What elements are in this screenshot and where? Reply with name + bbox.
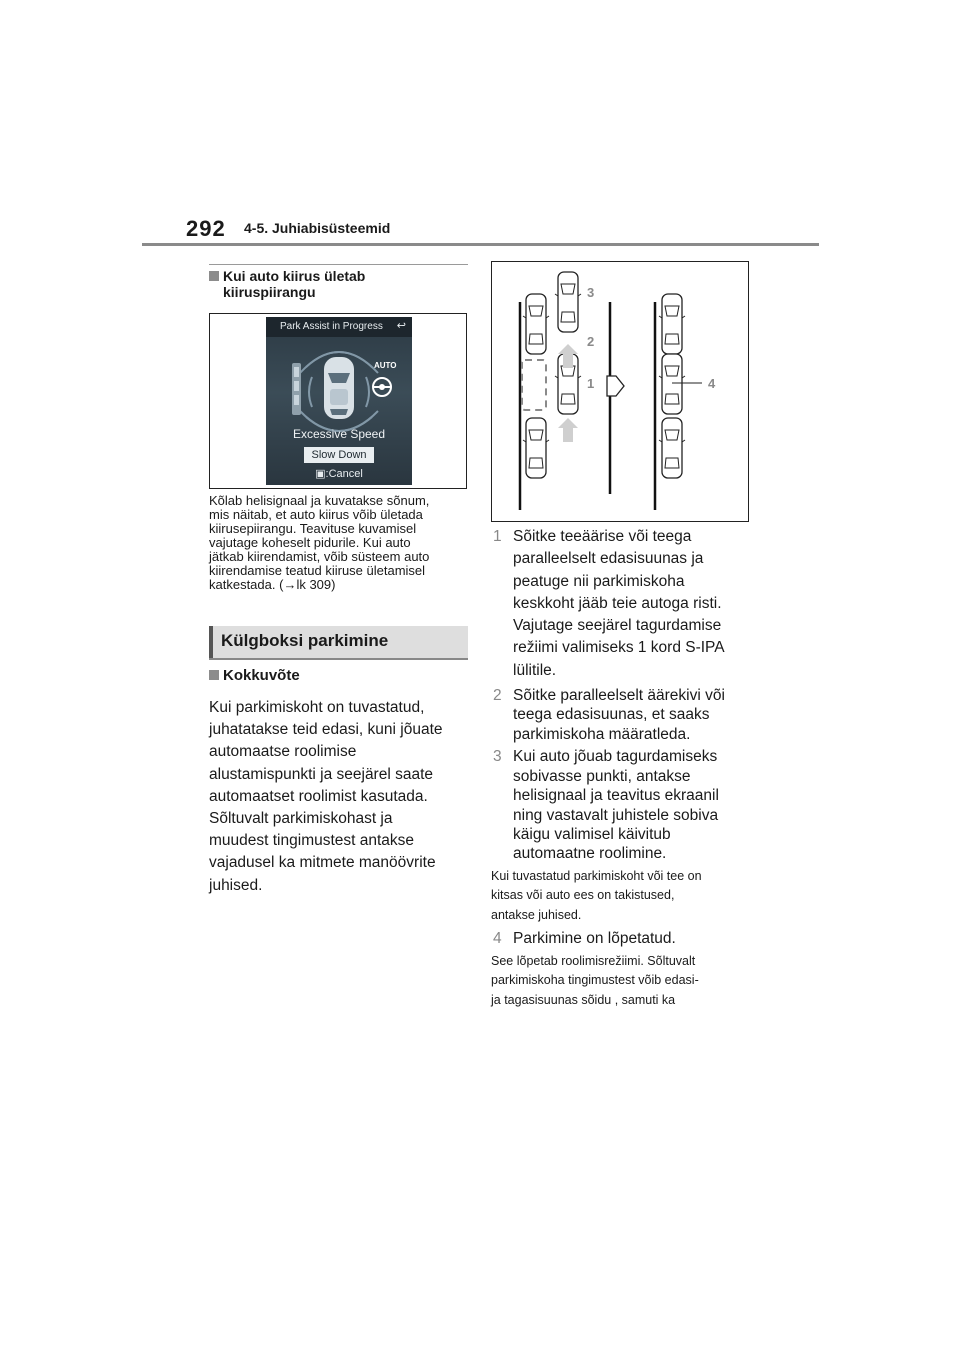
summary-line: Sõltuvalt parkimiskohast ja (209, 810, 393, 828)
chapter-title: 4-5. Juhiabisüsteemid (244, 220, 391, 236)
arrow-right-icon: → (283, 577, 297, 592)
speed-caption (209, 494, 471, 592)
cancel-text: :Cancel (325, 468, 363, 480)
caption-line: kiirendamise teatud kiiruse ületamisel (209, 563, 426, 578)
banner-rule (209, 658, 468, 660)
summary-line: Kui parkimiskoht on tuvastatud, (209, 699, 425, 716)
diagram-label-4: 4 (708, 376, 716, 391)
page-number: 292 (186, 216, 226, 241)
diagram-label-2: 2 (587, 334, 595, 349)
car-top-icon (324, 357, 354, 419)
step-number: 3 (493, 748, 502, 766)
parallel-parking-diagram (492, 262, 748, 521)
summary-heading: Kokkuvõte (209, 667, 300, 684)
note-2: See lõpetab roolimisrežiimi. Sõltuvalt parkimiskoha tingimustest võib edasi- ja tagasisuunas sõidu , samuti ka (491, 953, 699, 1007)
speed-section-heading (209, 268, 459, 300)
section-rule (209, 264, 468, 265)
speed-heading-line1: Kui auto kiirus ületab (223, 268, 366, 284)
summary-line: vajadusel ka mitmete manöövrite (209, 854, 436, 872)
parking-button-icon: ▣ (315, 468, 326, 480)
back-arrow-icon: ↩ (396, 320, 406, 332)
parking-space-outline (522, 360, 546, 410)
square-bullet-icon (209, 670, 219, 680)
parking-diagram (491, 261, 749, 522)
step-1: 1 Sõitke teeäärise või teega paralleelselt edasisuunas ja peatuge nii parkimiskoha keskkoht jääb teie autoga risti. Vajutage seejärel tagurdamise režiimi valimiseks 1 kord S-IPA lülitile. (493, 528, 725, 679)
page-reference-link[interactable]: lk 309) (296, 577, 336, 592)
parked-car-final-icon (659, 354, 685, 414)
step-3: 3 Kui auto jõuab tagurdamiseks sobivasse punkti, antakse helisignaal ja teavitus ekraanil ning vastavalt juhistele sobiva käigu valimisel käivitub automaatne roolimine. (493, 748, 719, 863)
note-1: Kui tuvastatud parkimiskoht või tee on kitsas või auto ees on takistused, antakse juhised. (491, 868, 702, 922)
cancel-hint (266, 467, 412, 480)
square-bullet-icon (209, 271, 219, 281)
parked-car-icon (659, 294, 685, 354)
transition-arrow-icon (607, 376, 624, 396)
car-position-3-icon (555, 272, 581, 332)
diagram-label-1: 1 (587, 376, 595, 391)
step-2: 2 Sõitke paralleelselt äärekivi või teega edasisuunas, et saaks parkimiskoha määratleda. (493, 687, 725, 743)
step-4: 4 Parkimine on lõpetatud. (493, 930, 676, 948)
summary-line: juhised. (209, 876, 263, 894)
summary-line: automaatse roolimise (209, 743, 357, 761)
caption-line-last: katkestada. (→lk 309) (209, 577, 336, 592)
summary-line: automaatset roolimist kasutada. (209, 787, 428, 805)
steps-list (491, 526, 753, 1010)
caption-line: jätkab kiirendamist, võib süsteem auto (209, 549, 430, 564)
parked-car-icon (659, 418, 685, 478)
summary-line: muudest tingimustest antakse (209, 832, 415, 850)
diagram-label-3: 3 (587, 285, 595, 300)
caption-line: Kõlab helisignaal ja kuvatakse sõnum, (209, 493, 430, 508)
step-number: 4 (493, 930, 502, 948)
slow-down-text: Slow Down (304, 447, 374, 463)
parked-car-icon (523, 418, 549, 478)
forward-arrow-icon (558, 418, 578, 442)
park-assist-screen (266, 317, 412, 485)
header-rule (142, 243, 819, 246)
summary-line: alustamispunkti ja seejärel saate (209, 765, 434, 783)
summary-line: juhatatakse teid edasi, kuni jõuate (209, 721, 443, 739)
parked-car-icon (523, 294, 549, 354)
caption-line: mis näitab, et auto kiirus võib ületada (209, 507, 423, 522)
speed-heading-line2: kiiruspiirangu (223, 284, 316, 300)
excessive-speed-text: Excessive Speed (292, 427, 386, 441)
screen-title: Park Assist in Progress (266, 317, 412, 337)
step-number: 2 (493, 687, 502, 705)
auto-label: AUTO (374, 361, 397, 370)
step-number: 1 (493, 528, 502, 545)
parking-section-banner: Külgboksi parkimine (209, 626, 468, 658)
caption-line: kiirusepiirangu. Teavituse kuvamisel (209, 521, 417, 536)
caption-line: vajutage koheselt pidurile. Kui auto (209, 535, 411, 550)
summary-text (209, 697, 471, 897)
